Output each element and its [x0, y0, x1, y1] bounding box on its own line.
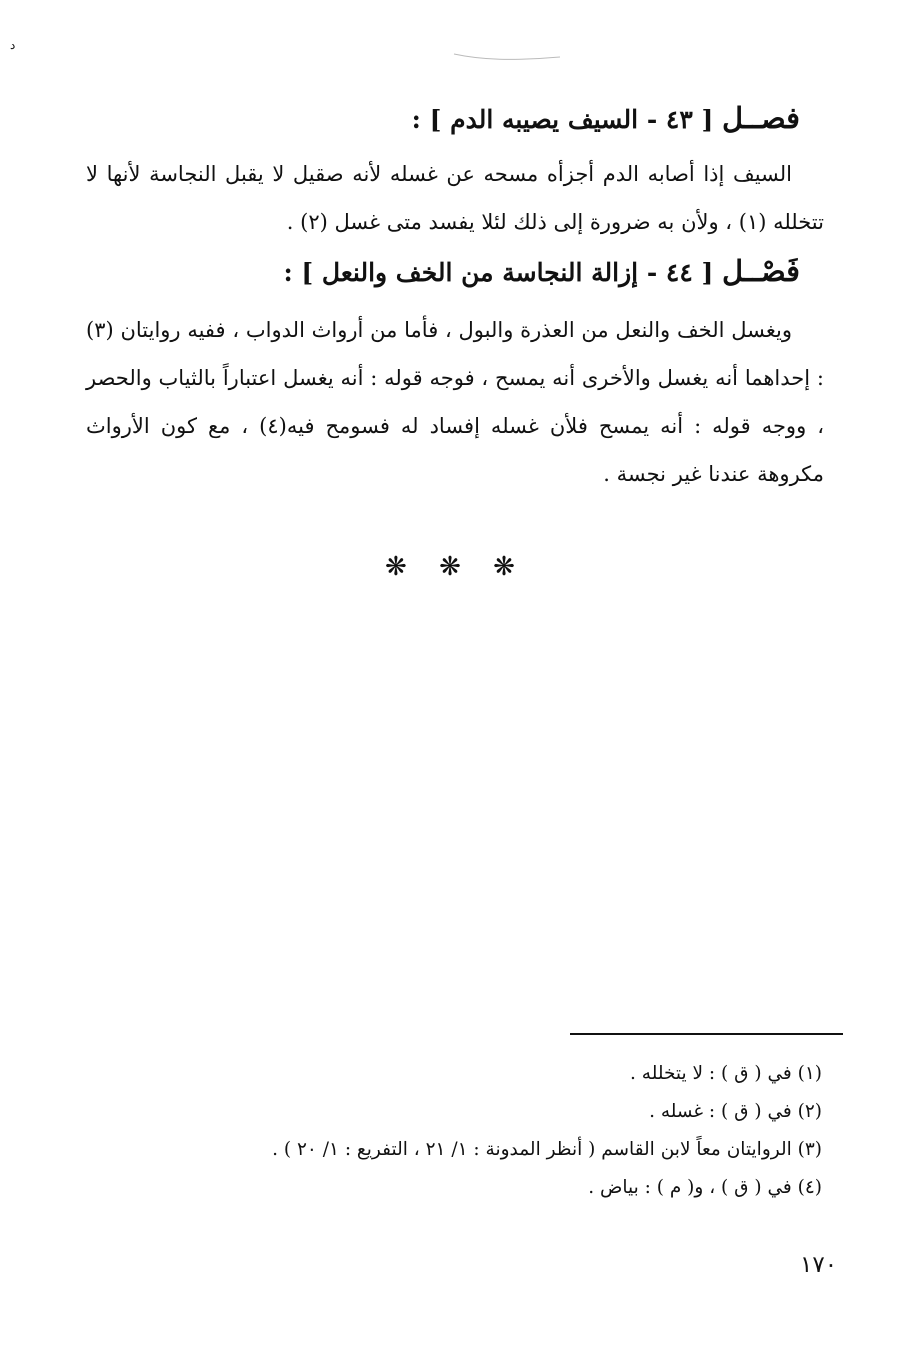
heading-fasl: فصــل	[722, 101, 800, 135]
footnote-4: (٤) في ( ق ) ، و( م ) : بياض .	[588, 1177, 822, 1198]
heading-title: [ ٤٣ - السيف يصيبه الدم ] :	[411, 105, 714, 134]
section-body-44	[86, 306, 824, 498]
footnote-2: (٢) في ( ق ) : غسله .	[649, 1101, 822, 1122]
paragraph-text: ويغسل الخف والنعل من العذرة والبول ، فأما من أرواث الدواب ، ففيه روايتان (٣) : إحداهما أنه يغسل والأخرى أنه يمسح ، فوجه قوله : أنه يغسل اعتباراً بالثياب والحصر ، ووجه قوله : أنه يمسح فلأن غسله إفساد له فسومح فيه(٤) ، مع كون الأرواث مكروهة عندنا غير نجسة .	[86, 318, 824, 486]
page-number: ١٧٠	[800, 1252, 838, 1278]
section-heading-44	[283, 253, 800, 291]
section-separator: ❋ ❋ ❋	[385, 552, 515, 582]
section-heading-43	[412, 100, 800, 138]
section-body-43	[86, 150, 824, 246]
scan-smudge	[452, 50, 562, 62]
heading-title: [ ٤٤ - إزالة النجاسة من الخف والنعل ] :	[283, 258, 714, 287]
footnote-3: (٣) الروايتان معاً لابن القاسم ( أنظر المدونة : ١/ ٢١ ، التفريع : ١/ ٢٠ ) .	[272, 1139, 822, 1160]
footnote-rule	[570, 1033, 843, 1035]
heading-fasl: فَصْــل	[722, 254, 800, 288]
paragraph-text: السيف إذا أصابه الدم أجزأه مسحه عن غسله لأنه صقيل لا يقبل النجاسة لأنها لا تتخلله (١) ، ولأن به ضرورة إلى ذلك لئلا يفسد متى غسل (٢) .	[86, 162, 824, 234]
footnotes	[142, 1055, 822, 1207]
footnote-1: (١) في ( ق ) : لا يتخلله .	[630, 1063, 822, 1084]
corner-mark: د	[10, 38, 16, 52]
